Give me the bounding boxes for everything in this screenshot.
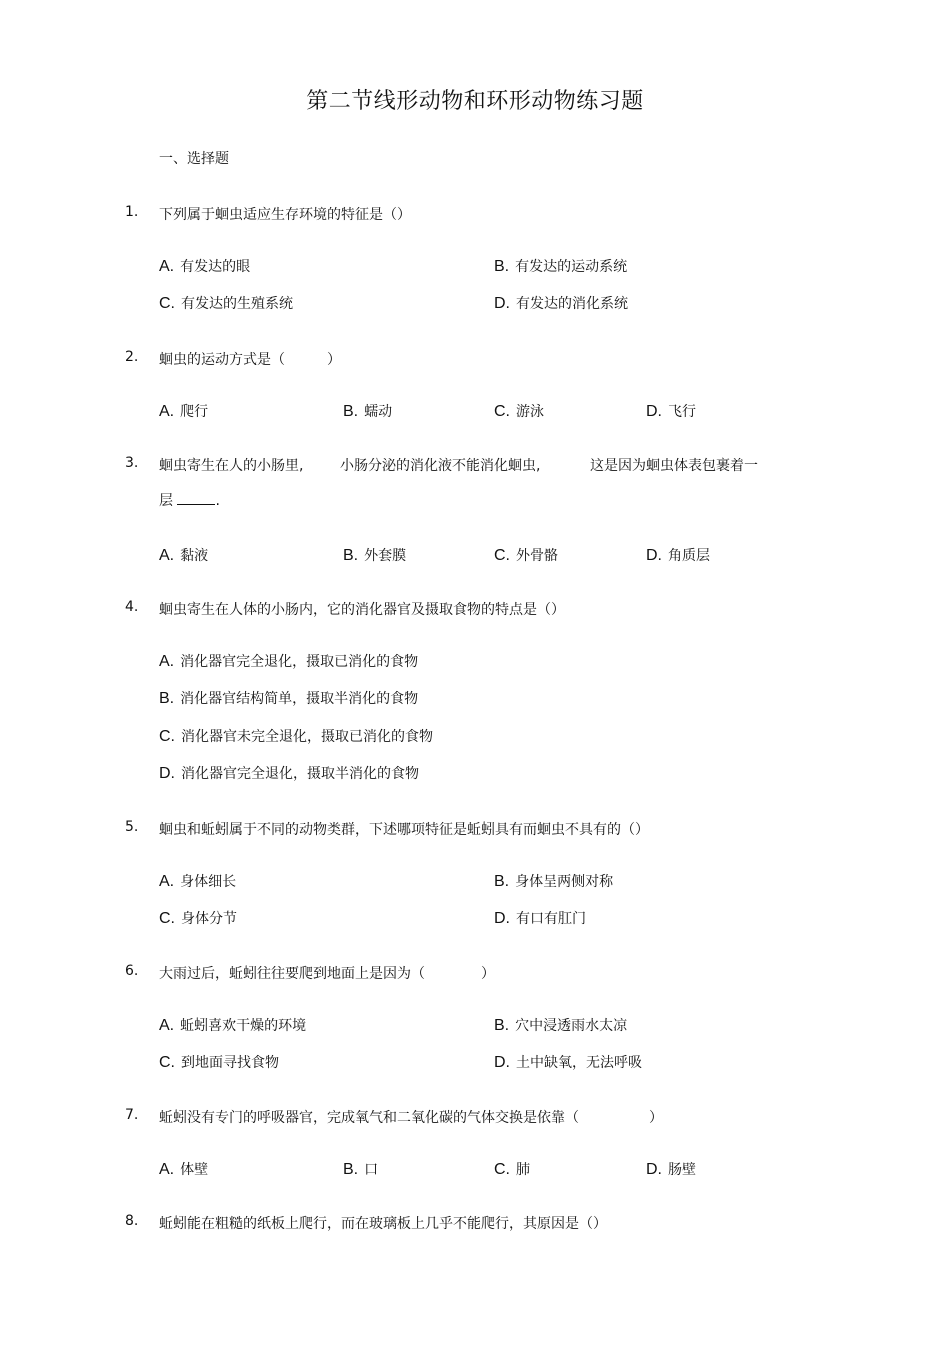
option-d[interactable]: D. 肠壁: [646, 1161, 696, 1178]
question-text: 蛔虫寄生在人体的小肠内，它的消化器官及摄取食物的特点是（）: [159, 602, 565, 618]
option-d[interactable]: D. 土中缺氧，无法呼吸: [494, 1054, 642, 1071]
option-d[interactable]: D. 有口有肛门: [494, 910, 586, 927]
option-c[interactable]: C. 有发达的生殖系统: [159, 295, 293, 312]
section-heading: 一、选择题: [159, 151, 229, 167]
question-number: 6.: [125, 963, 139, 979]
option-a[interactable]: A. 爬行: [159, 403, 209, 420]
question-text: 蛔虫的运动方式是（ ）: [159, 352, 341, 368]
option-a[interactable]: A. 消化器官完全退化，摄取已消化的食物: [159, 653, 419, 670]
option-c[interactable]: C. 外骨骼: [494, 547, 558, 564]
question-text: 蛔虫和蚯蚓属于不同的动物类群，下述哪项特征是蚯蚓具有而蛔虫不具有的（）: [159, 822, 649, 838]
question-text-part-1: 蛔虫寄生在人的小肠里,: [159, 458, 304, 474]
question-3-line-2: 层 .: [159, 493, 220, 509]
option-b[interactable]: B. 有发达的运动系统: [494, 258, 628, 275]
option-c[interactable]: C. 身体分节: [159, 910, 237, 927]
question-number: 5.: [125, 819, 139, 835]
option-d[interactable]: D. 有发达的消化系统: [494, 295, 628, 312]
option-c[interactable]: C. 消化器官未完全退化，摄取已消化的食物: [159, 728, 433, 745]
question-text: 层: [159, 493, 173, 509]
answer-blank[interactable]: [177, 492, 215, 505]
question-number: 2.: [125, 349, 139, 365]
question-number: 8.: [125, 1213, 139, 1229]
option-c[interactable]: C. 肺: [494, 1161, 530, 1178]
question-number: 4.: [125, 599, 139, 615]
option-b[interactable]: B. 身体呈两侧对称: [494, 873, 614, 890]
option-c[interactable]: C. 游泳: [494, 403, 544, 420]
option-d[interactable]: D. 飞行: [646, 403, 696, 420]
option-d[interactable]: D. 角质层: [646, 547, 710, 564]
option-c[interactable]: C. 到地面寻找食物: [159, 1054, 279, 1071]
page-title: 第二节线形动物和环形动物练习题: [306, 89, 644, 114]
option-b[interactable]: B. 穴中浸透雨水太凉: [494, 1017, 628, 1034]
question-text: 大雨过后，蚯蚓往往要爬到地面上是因为（ ）: [159, 966, 495, 982]
option-a[interactable]: A. 有发达的眼: [159, 258, 251, 275]
question-number: 3.: [125, 455, 139, 471]
option-b[interactable]: B. 消化器官结构简单，摄取半消化的食物: [159, 690, 419, 707]
option-a[interactable]: A. 黏液: [159, 547, 209, 564]
question-number: 7.: [125, 1107, 139, 1123]
option-d[interactable]: D. 消化器官完全退化，摄取半消化的食物: [159, 765, 419, 782]
question-text-part-3: 这是因为蛔虫体表包裹着一: [590, 458, 758, 474]
option-a[interactable]: A. 身体细长: [159, 873, 237, 890]
option-b[interactable]: B. 蠕动: [343, 403, 393, 420]
option-b[interactable]: B. 口: [343, 1161, 379, 1178]
question-text: 下列属于蛔虫适应生存环境的特征是（）: [159, 207, 411, 223]
option-a[interactable]: A. 体壁: [159, 1161, 209, 1178]
question-text: 蚯蚓没有专门的呼吸器官，完成氧气和二氧化碳的气体交换是依靠（ ）: [159, 1110, 663, 1126]
question-text: 蚯蚓能在粗糙的纸板上爬行，而在玻璃板上几乎不能爬行，其原因是（）: [159, 1216, 607, 1232]
option-b[interactable]: B. 外套膜: [343, 547, 407, 564]
option-a[interactable]: A. 蚯蚓喜欢干燥的环境: [159, 1017, 307, 1034]
question-number: 1.: [125, 204, 139, 220]
question-text-part-2: 小肠分泌的消化液不能消化蛔虫,: [340, 458, 541, 474]
